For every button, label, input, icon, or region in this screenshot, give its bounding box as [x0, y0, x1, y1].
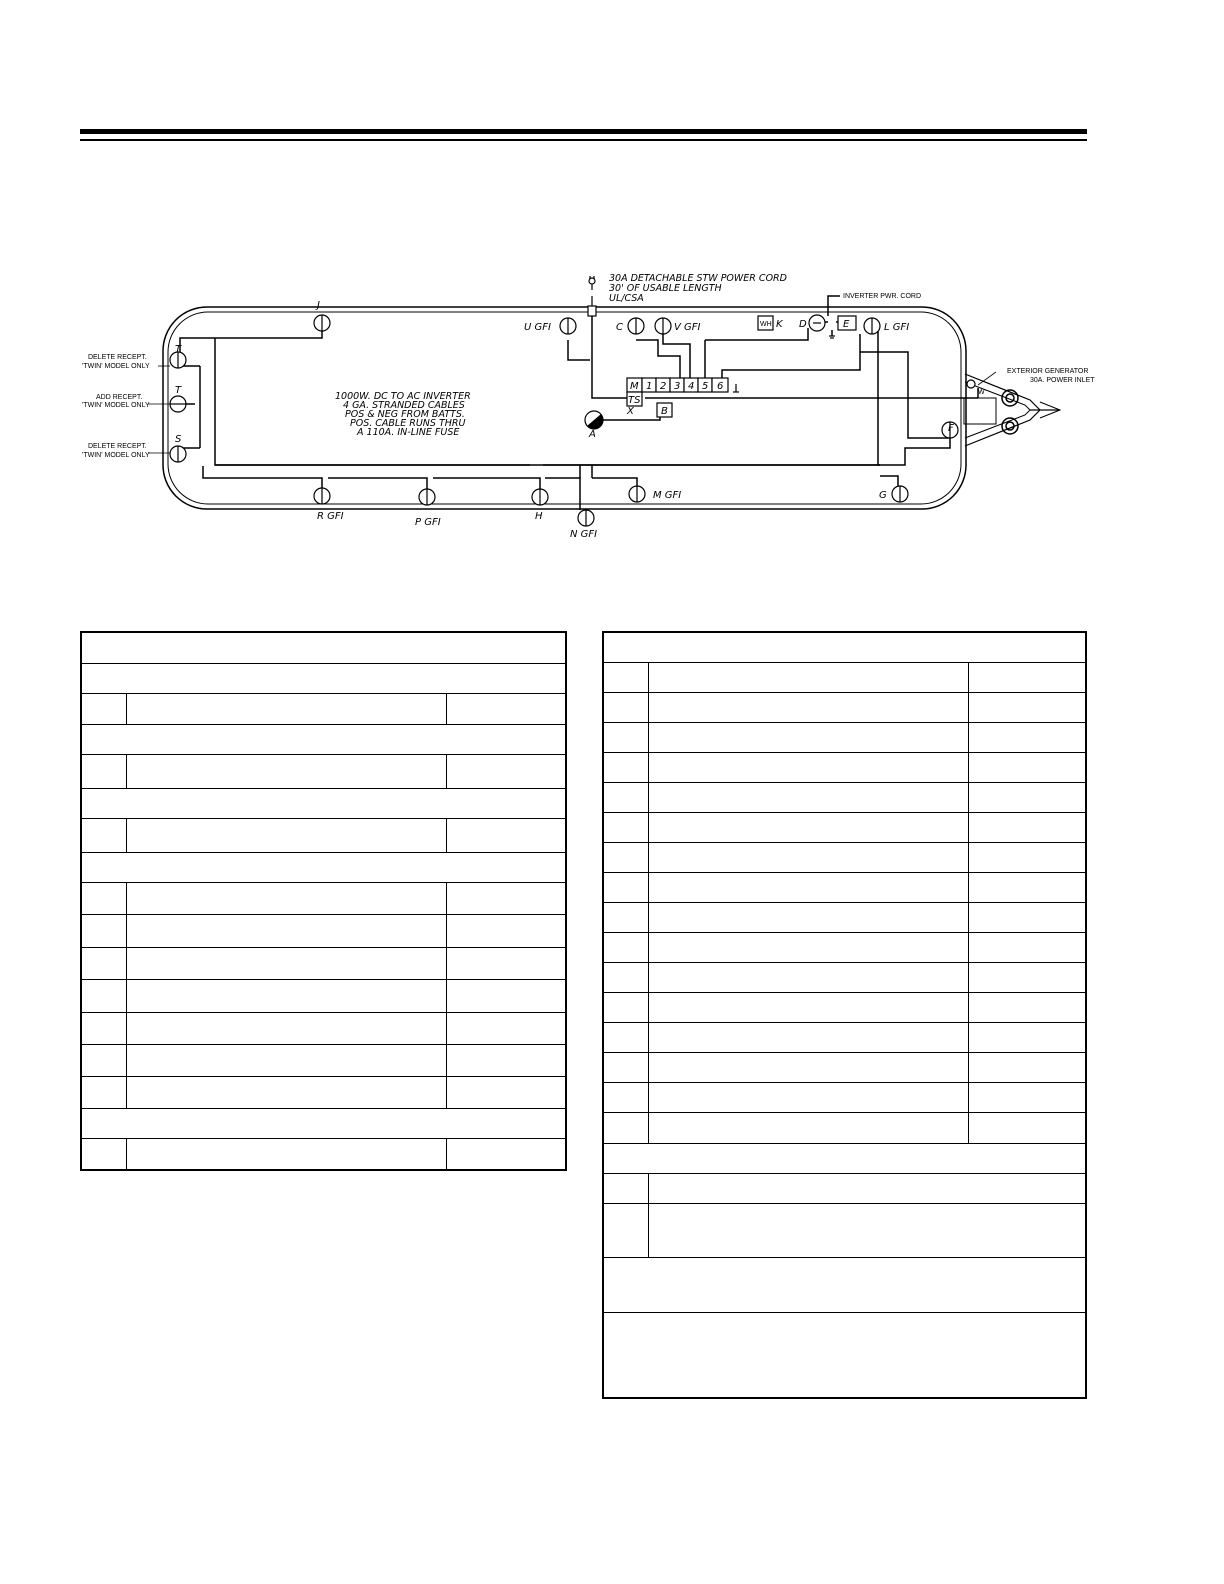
right-table-row	[604, 1053, 1085, 1083]
inverter-cord-label: INVERTER PWR. CORD	[843, 293, 922, 300]
label-g: G	[879, 490, 887, 501]
generator-line-1: EXTERIOR GENERATOR	[1007, 368, 1089, 375]
receptacle-w	[967, 380, 975, 388]
label-b: B	[661, 406, 668, 417]
panel-breaker-5: 5	[702, 381, 709, 392]
right-table-row	[604, 753, 1085, 783]
left-table-row	[82, 1077, 565, 1109]
side-note-delete-bottom-2: 'TWIN' MODEL ONLY	[82, 452, 150, 459]
inverter-note-line-1: 1000W. DC TO AC INVERTER	[335, 391, 471, 402]
inverter-note-line-3: POS & NEG FROM BATTS.	[345, 409, 465, 420]
left-table-row	[82, 1013, 565, 1045]
label-j: J	[317, 300, 320, 311]
ground-icon	[733, 336, 835, 392]
right-table-header	[604, 633, 1085, 663]
right-table-row	[604, 723, 1085, 753]
panel-breaker-2: 2	[660, 381, 667, 392]
power-cord-line-2: 30' OF USABLE LENGTH	[609, 283, 722, 294]
right-table-row	[604, 933, 1085, 963]
label-h: H	[535, 511, 543, 522]
inverter-note-line-5: A 110A. IN-LINE FUSE	[357, 427, 460, 438]
left-table-row	[82, 980, 565, 1013]
label-m: M GFI	[653, 490, 682, 501]
panel-m: M	[630, 381, 639, 392]
side-note-delete-top-1: DELETE RECEPT.	[88, 354, 147, 361]
panel-ts: TS	[628, 395, 641, 406]
trailer-tongue	[965, 374, 1040, 446]
left-table-row	[82, 1139, 565, 1170]
inverter-note-line-2: 4 GA. STRANDED CABLES	[343, 400, 465, 411]
right-table-row	[604, 873, 1085, 903]
label-l: L GFI	[884, 322, 910, 333]
right-table-row	[604, 813, 1085, 843]
left-table-header	[82, 633, 565, 664]
left-table-section	[82, 664, 565, 694]
label-x: X	[627, 406, 634, 417]
label-p: P GFI	[415, 517, 441, 528]
inverter-note-line-4: POS. CABLE RUNS THRU	[350, 418, 466, 429]
left-table-row	[82, 1045, 565, 1077]
side-note-add-mid-1: ADD RECEPT.	[96, 394, 143, 401]
right-table-row	[604, 1113, 1085, 1144]
left-table-section	[82, 789, 565, 819]
label-t-mid: T	[175, 385, 182, 396]
label-e: E	[843, 319, 850, 330]
side-note-add-mid-2: 'TWIN' MODEL ONLY	[82, 402, 150, 409]
power-cord-line-1: 30A DETACHABLE STW POWER CORD	[609, 273, 787, 284]
right-table-row	[604, 903, 1085, 933]
right-table-row	[604, 693, 1085, 723]
power-cord-line-3: UL/CSA	[609, 293, 644, 304]
panel-breaker-6: 6	[717, 381, 724, 392]
left-table-section	[82, 853, 565, 883]
left-table-row	[82, 915, 565, 948]
label-f: F	[948, 423, 954, 434]
label-k: K	[776, 319, 783, 330]
header-rule-thin	[80, 139, 1087, 141]
right-table-footnote	[604, 1313, 1085, 1364]
left-table-section	[82, 725, 565, 755]
label-t-top: T	[175, 344, 182, 355]
right-table-row	[604, 963, 1085, 993]
label-r: R GFI	[317, 511, 344, 522]
label-s: S	[175, 434, 182, 445]
left-table-row	[82, 755, 565, 789]
right-table-row	[604, 663, 1085, 693]
label-wh: WH	[760, 321, 772, 328]
left-table-row	[82, 883, 565, 915]
right-table-footnote	[604, 1258, 1085, 1313]
side-note-delete-top-2: 'TWIN' MODEL ONLY	[82, 363, 150, 370]
panel-breaker-1: 1	[646, 381, 653, 392]
header-rule-thick	[80, 129, 1087, 134]
right-table-note-row	[604, 1204, 1085, 1258]
right-table	[602, 631, 1087, 1399]
side-note-delete-bottom-1: DELETE RECEPT.	[88, 443, 147, 450]
panel-breaker-4: 4	[688, 381, 695, 392]
power-plug-icon	[588, 276, 596, 316]
right-table-row	[604, 843, 1085, 873]
label-u: U GFI	[524, 322, 551, 333]
label-n: N GFI	[570, 529, 598, 540]
left-table-row	[82, 948, 565, 980]
label-d: D	[799, 319, 807, 330]
wiring-diagram	[0, 250, 1224, 550]
left-table-section	[82, 1109, 565, 1139]
right-table-note-row	[604, 1174, 1085, 1204]
right-table-row	[604, 1083, 1085, 1113]
generator-line-2: 30A. POWER INLET	[1030, 377, 1095, 384]
left-table	[80, 631, 567, 1171]
label-c: C	[616, 322, 623, 333]
label-v: V GFI	[674, 322, 701, 333]
right-table-row	[604, 783, 1085, 813]
right-table-row	[604, 993, 1085, 1023]
left-table-row	[82, 694, 565, 725]
right-table-section	[604, 1144, 1085, 1174]
panel-breaker-3: 3	[674, 381, 681, 392]
trailer-outline-inner	[168, 312, 961, 504]
left-table-row	[82, 819, 565, 853]
label-a: A	[589, 429, 596, 440]
label-w: W	[978, 389, 985, 396]
right-table-row	[604, 1023, 1085, 1053]
